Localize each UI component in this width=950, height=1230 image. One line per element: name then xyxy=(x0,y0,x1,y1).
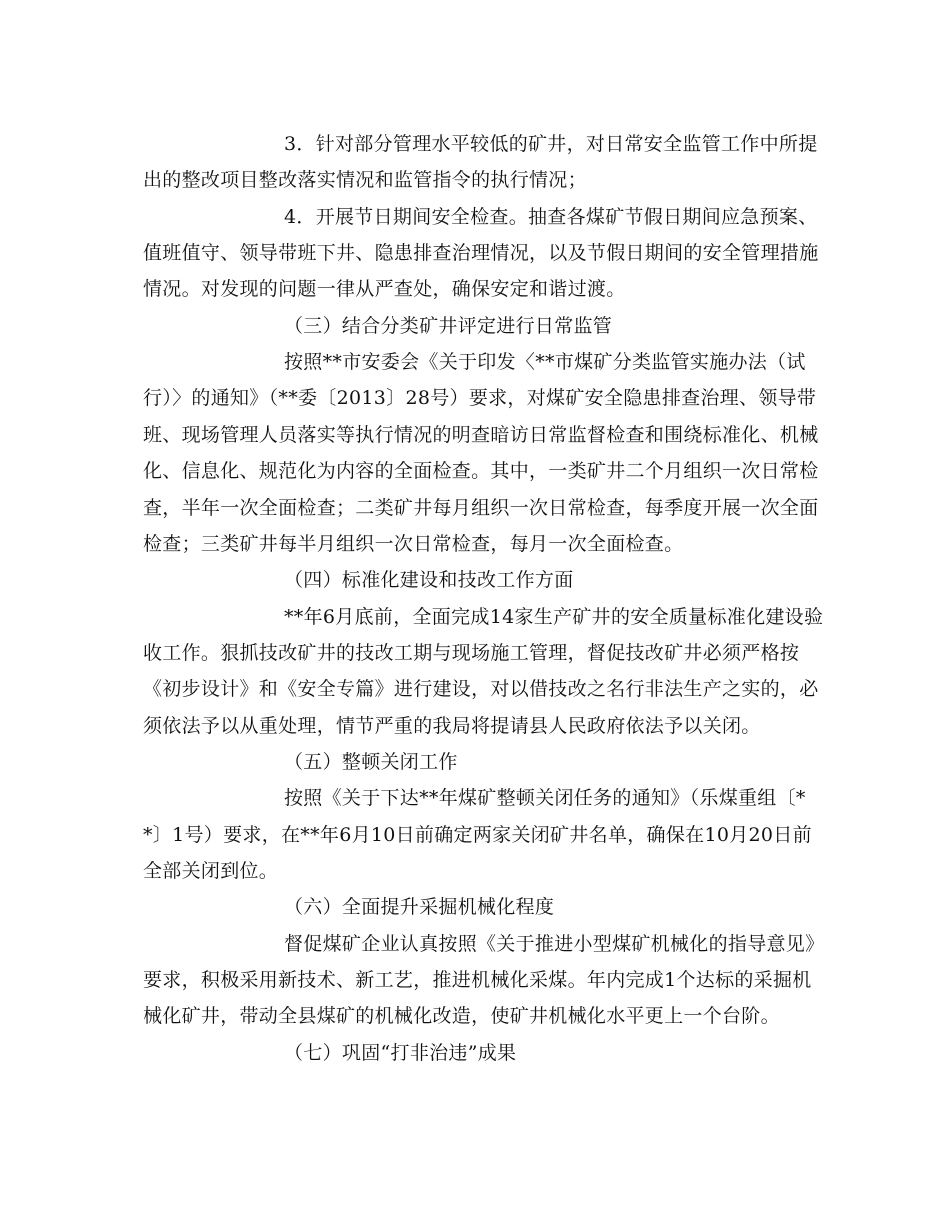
text-line: **年6月底前，全面完成14家生产矿井的安全质量标准化建设验 xyxy=(284,606,824,628)
section-heading: （七）巩固“打非治违”成果 xyxy=(284,1042,517,1064)
text-line: 出的整改项目整改落实情况和监管指令的执行情况； xyxy=(143,169,587,191)
text-line: *〕1号）要求，在**年6月10日前确定两家关闭矿井名单，确保在10月20日前 xyxy=(143,824,812,846)
section-heading: （五）整顿关闭工作 xyxy=(284,751,458,773)
text-line: 收工作。狠抓技改矿井的技改工期与现场施工管理，督促技改矿井必须严格按 xyxy=(143,642,800,664)
text-line: 行）〉的通知》（**委〔2013〕28号）要求，对煤矿安全隐患排查治理、领导带 xyxy=(143,387,817,409)
text-line: 情况。对发现的问题一律从严查处，确保安定和谐过渡。 xyxy=(143,278,626,300)
section-heading: （六）全面提升采掘机械化程度 xyxy=(284,896,555,918)
text-line: 按照《关于下达**年煤矿整顿关闭任务的通知》（乐煤重组〔* xyxy=(284,787,806,809)
text-line: 值班值守、领导带班下井、隐患排查治理情况，以及节假日期间的安全管理措施 xyxy=(143,242,819,264)
section-heading: （三）结合分类矿井评定进行日常监管 xyxy=(284,315,613,337)
text-line: 督促煤矿企业认真按照《关于推进小型煤矿机械化的指导意见》 xyxy=(284,933,825,955)
text-line: 4．开展节日期间安全检查。抽查各煤矿节假日期间应急预案、 xyxy=(284,206,818,228)
text-line: 要求，积极采用新技术、新工艺，推进机械化采煤。年内完成1个达标的采掘机 xyxy=(143,969,812,991)
text-line: 械化矿井，带动全县煤矿的机械化改造，使矿井机械化水平更上一个台阶。 xyxy=(143,1005,780,1027)
text-line: 《初步设计》和《安全专篇》进行建设，对以借技改之名行非法生产之实的，必 xyxy=(143,678,819,700)
text-line: 全部关闭到位。 xyxy=(143,860,279,882)
text-line: 按照**市安委会《关于印发〈**市煤矿分类监管实施办法（试 xyxy=(284,351,806,373)
text-line: 须依法予以从重处理，情节严重的我局将提请县人民政府依法予以关闭。 xyxy=(143,715,761,737)
text-line: 化、信息化、规范化为内容的全面检查。其中，一类矿井二个月组织一次日常检 xyxy=(143,460,819,482)
text-line: 班、现场管理人员落实等执行情况的明查暗访日常监督检查和围绕标准化、机械 xyxy=(143,424,819,446)
text-line: 查，半年一次全面检查；二类矿井每月组织一次日常检查，每季度开展一次全面 xyxy=(143,497,819,519)
section-heading: （四）标准化建设和技改工作方面 xyxy=(284,569,574,591)
text-line: 检查；三类矿井每半月组织一次日常检查，每月一次全面检查。 xyxy=(143,533,684,555)
text-line: 3．针对部分管理水平较低的矿井，对日常安全监管工作中所提 xyxy=(284,133,818,155)
